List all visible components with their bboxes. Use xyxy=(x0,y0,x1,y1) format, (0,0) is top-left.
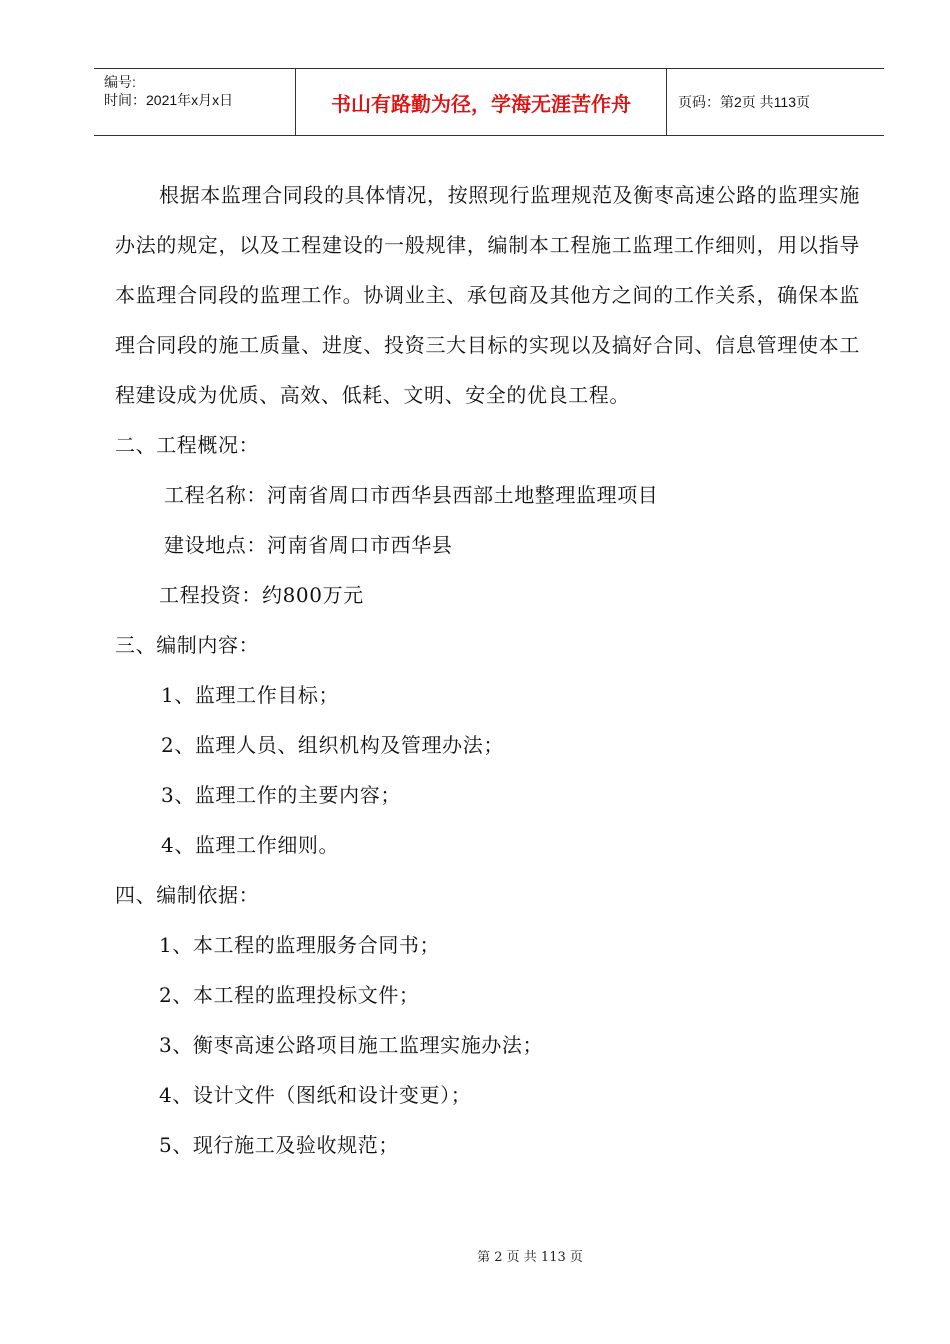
page-footer: 第 2 页 共 113 页 xyxy=(477,1250,583,1265)
list-item: 1、监理工作目标； xyxy=(161,683,340,707)
section-heading-contents: 三、编制内容： xyxy=(115,633,260,657)
document-time: 时间：2021年x月x日 xyxy=(104,92,234,108)
list-item: 1、本工程的监理服务合同书； xyxy=(159,933,441,957)
list-item: 4、设计文件（图纸和设计变更）； xyxy=(159,1083,472,1107)
intro-paragraph: 根据本监理合同段的具体情况，按照现行监理规范及衡枣高速公路的监理实施办法的规定，以及工程建设的一般规律，编制本工程施工监理工作细则，用以指导本监理合同段的监理工作。协调业主、承包商及其他方之间的工作关系，确保本监理合同段的施工质量、进度、投资三大目标的实现以及搞好合同、信息管理使本工程建设成为优质、高效、低耗、文明、安全的优良工程。 xyxy=(115,183,860,407)
section-heading-basis: 四、编制依据： xyxy=(115,883,260,907)
project-location: 建设地点：河南省周口市西华县 xyxy=(164,533,453,557)
section-heading-overview: 二、工程概况： xyxy=(115,433,260,457)
header-page-code: 页码：第2页 共113页 xyxy=(678,94,810,110)
project-investment: 工程投资：约800万元 xyxy=(159,583,364,607)
page-header xyxy=(94,68,884,136)
header-motto: 书山有路勤为径，学海无涯苦作舟 xyxy=(295,69,667,135)
project-name: 工程名称：河南省周口市西华县西部土地整理监理项目 xyxy=(164,483,659,507)
list-item: 3、衡枣高速公路项目施工监理实施办法； xyxy=(159,1033,544,1057)
list-item: 3、监理工作的主要内容； xyxy=(161,783,401,807)
list-item: 2、监理人员、组织机构及管理办法； xyxy=(161,733,504,757)
document-number-label: 编号: xyxy=(104,74,136,90)
list-item: 5、现行施工及验收规范； xyxy=(159,1133,399,1157)
list-item: 2、本工程的监理投标文件； xyxy=(159,983,420,1007)
header-meta xyxy=(94,69,295,135)
document-body xyxy=(115,170,860,1170)
list-item: 4、监理工作细则。 xyxy=(161,833,340,857)
